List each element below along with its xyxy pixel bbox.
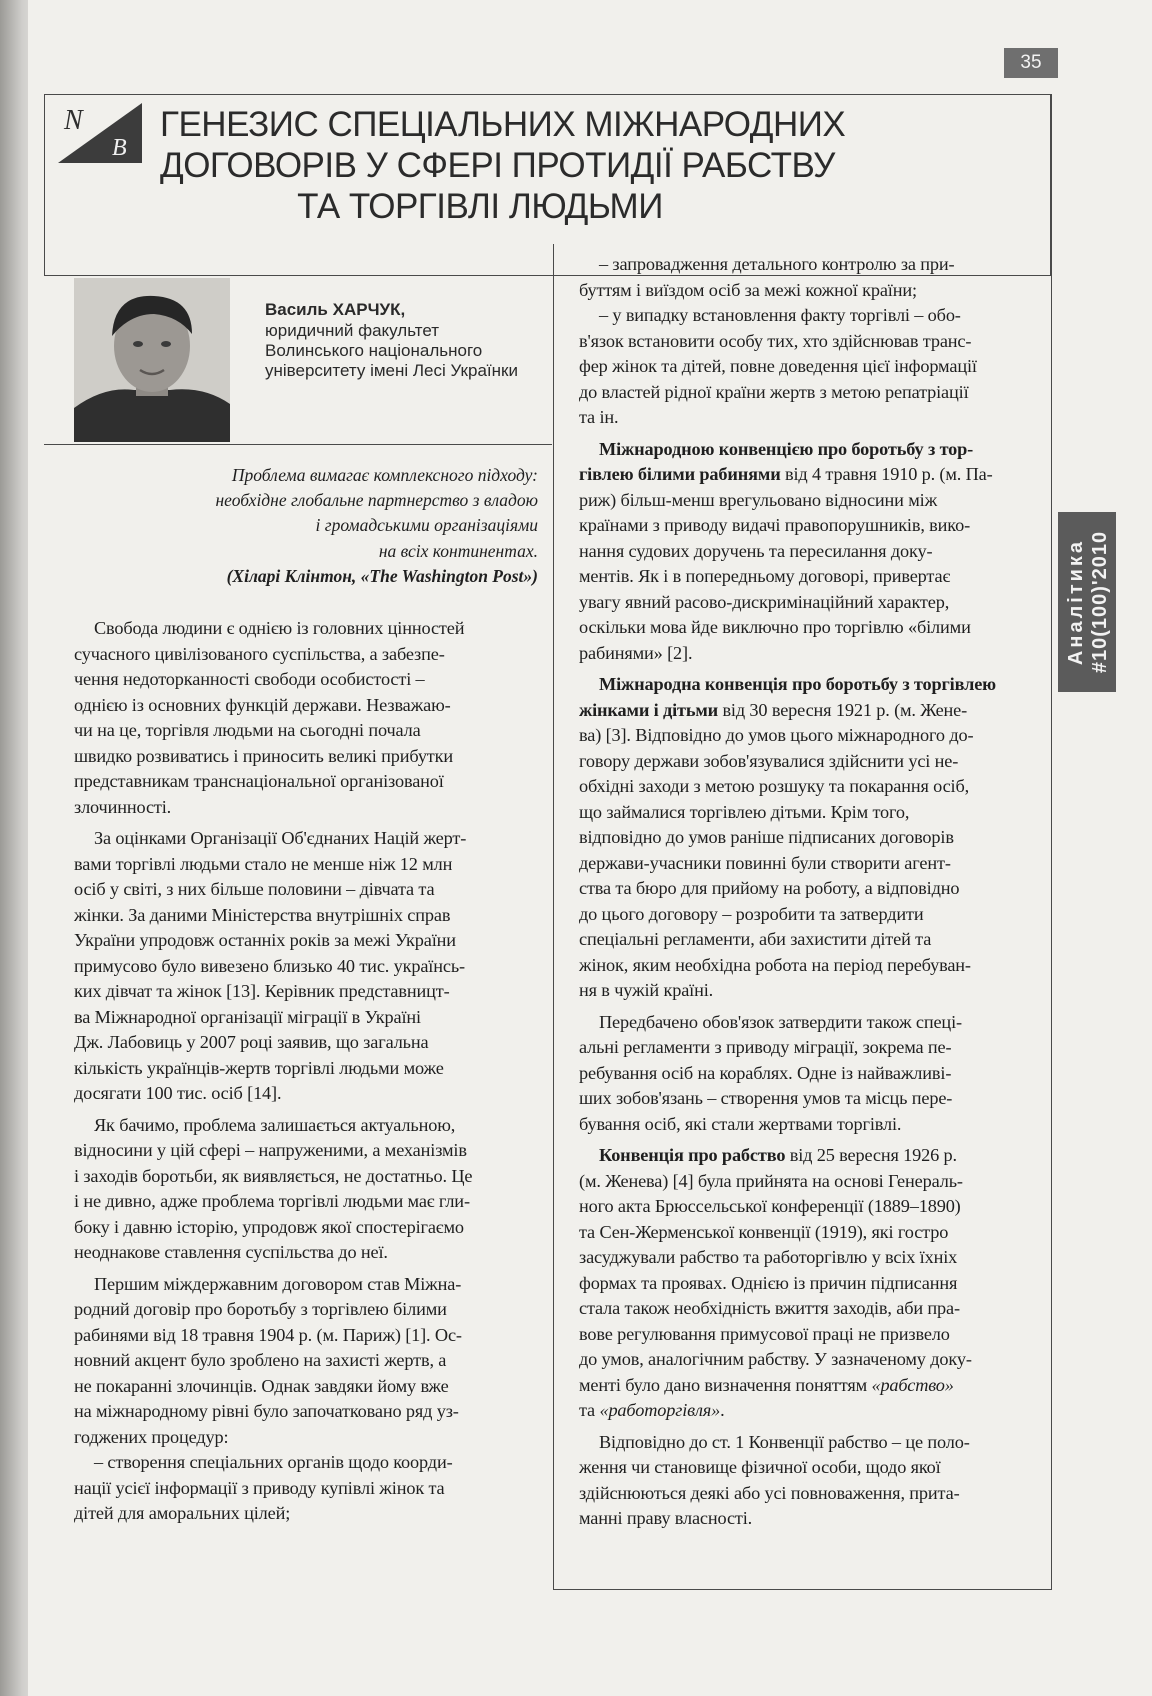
right-frame-rule (1051, 94, 1052, 1590)
page-number: 35 (1004, 48, 1058, 78)
text-line: однією із основних функцій держави. Незважаю- (74, 694, 451, 715)
text-line: жінок, яким необхідна робота на період перебуван- (579, 954, 971, 975)
text-line: швидко розвиватись і приносить великі прибутки (74, 745, 454, 766)
text-line: увагу явний расово-дискримінаційний характер, (579, 591, 950, 612)
epigraph-source: (Хіларі Клінтон, «The Washington Post») (226, 565, 538, 586)
author-info (265, 300, 555, 381)
svg-text:B: B (112, 135, 127, 161)
text-line: манні праву власності. (579, 1508, 753, 1528)
nb-logo (58, 103, 142, 163)
author-photo (74, 278, 230, 442)
column-divider (553, 244, 554, 1590)
convention-name-bold: Міжнародною конвенцією про боротьбу з тор- (599, 438, 974, 459)
text-line: рабинями» [2]. (579, 642, 693, 663)
text-line: і заходів боротьби, як виявляється, не достатньо. Це (74, 1165, 473, 1186)
text-line: що займалися торгівлею дітьми. Крім того, (579, 801, 910, 822)
text-line: України упродовж останніх років за межі України (74, 930, 456, 950)
text-line: – у випадку встановлення факту торгівлі – обо- (599, 305, 961, 325)
paragraph (579, 1143, 1027, 1424)
left-column (74, 616, 540, 1533)
text-line: формах та проявах. Однією із причин підписання (579, 1272, 958, 1293)
text-line (579, 698, 1027, 724)
convention-name-bold: жінками і дітьми (579, 699, 719, 720)
text-line: ження чи становище фізичної особи, щодо якої (579, 1457, 941, 1477)
text-run: менті було дано визначення поняттям (579, 1374, 872, 1395)
text-line: Першим міждержавним договором став Міжна- (94, 1273, 462, 1294)
text-line: рабинями від 18 травня 1904 р. (м. Париж) [1]. Ос- (74, 1324, 462, 1345)
title-line: ДОГОВОРІВ У СФЕРІ ПРОТИДІЇ РАБСТВУ (160, 146, 835, 185)
convention-name-bold: Конвенція про рабство (599, 1145, 786, 1165)
text-line: представникам транснаціональної організованої (74, 771, 444, 791)
text-line: оскільки мова йде виключно про торгівлю «білими (579, 617, 971, 637)
section-name: Аналітика (1065, 538, 1087, 666)
text-line: ня в чужій країні. (579, 980, 714, 1000)
issue-number: #10(100)'2010 (1089, 530, 1111, 674)
text-line: Свобода людини є однією із головних цінностей (94, 618, 465, 638)
author-name: Василь ХАРЧУК, (265, 300, 406, 319)
text-line: до умов, аналогічним рабству. У зазначеному доку- (579, 1349, 972, 1369)
paragraph (579, 672, 1027, 1004)
text-line (579, 437, 1027, 463)
text-line: – запровадження детального контролю за при- (599, 254, 955, 274)
text-line: та ін. (579, 407, 619, 427)
convention-name-bold: Міжнародна конвенція про боротьбу з торгівлею (599, 674, 996, 694)
paragraph (74, 1113, 540, 1266)
text-line: фер жінок та дітей, повне доведення цієї інформації (579, 356, 977, 376)
epigraph-line: і громадськими організаціями (315, 515, 538, 536)
text-line: відповідно до умов раніше підписаних договорів (579, 827, 954, 847)
paragraph (74, 826, 540, 1107)
paragraph (579, 437, 1027, 667)
text-line: вами торгівлі людьми стало не менше ніж 12 млн (74, 853, 453, 874)
text-line: ва) [3]. Відповідно до умов цього міжнародного до- (579, 725, 974, 745)
paragraph (74, 616, 540, 820)
text-line: (м. Женева) [4] була прийнята на основі Генераль- (579, 1170, 963, 1191)
text-line: відносини у цій сфері – напруженими, а механізмів (74, 1140, 467, 1160)
text-line: та Сен-Жерменської конвенції (1919), які гостро (579, 1221, 949, 1242)
paragraph (579, 1430, 1027, 1532)
text-line: говору держави зобов'язувалися здійснити усі не- (579, 750, 959, 771)
text-line: годжених процедур: (74, 1426, 229, 1447)
section-tab-label (1064, 531, 1112, 673)
text-line: не покаранні злочинців. Однак завдяки йому вже (74, 1375, 449, 1396)
text-run: та (579, 1400, 600, 1420)
text-line: держави-учасники повинні були створити агент- (579, 852, 951, 873)
convention-name-bold: гівлею білими рабинями (579, 464, 781, 484)
text-line: новний акцент було зроблено на захисті жертв, а (74, 1350, 447, 1370)
text-line: осіб у світі, з них більше половини – дівчата та (74, 879, 435, 899)
text-line: злочинності. (74, 796, 172, 817)
right-column (579, 252, 1027, 1538)
text-line (579, 1143, 1027, 1169)
text-line (579, 462, 1027, 488)
text-line: альні регламенти з приводу міграції, зокрема пе- (579, 1037, 952, 1057)
text-line: родний договір про боротьбу з торгівлею білими (74, 1299, 447, 1319)
text-line: ного акта Брюссельської конференції (1889–1890) (579, 1196, 961, 1216)
text-line: досягати 100 тис. осіб [14]. (74, 1083, 282, 1103)
text-line: кількість українців-жертв торгівлі людьми може (74, 1057, 444, 1078)
text-line: бування осіб, які стали жертвами торгівлі. (579, 1113, 902, 1134)
text-line: примусово було вивезено близько 40 тис. українсь- (74, 955, 465, 976)
text-line: обхідні заходи з метою розшуку та покарання осіб, (579, 776, 970, 796)
text-run: від 25 вересня 1926 р. (785, 1145, 957, 1165)
text-line: За оцінками Організації Об'єднаних Націй жерт- (94, 828, 467, 848)
text-line: сучасного цивілізованого суспільства, а забезпе- (74, 643, 445, 664)
text-line: ребування осіб на кораблях. Одне із найважливі- (579, 1062, 952, 1083)
text-line: ментів. Як і в попередньому договорі, привертає (579, 566, 951, 586)
text-line: на міжнародному рівні було започатковано ряд уз- (74, 1401, 459, 1421)
text-run: . (720, 1400, 725, 1420)
svg-text:N: N (64, 105, 83, 136)
text-line: боку і давню історію, упродовж якої спостерігаємо (74, 1216, 464, 1237)
text-run: від 4 травня 1910 р. (м. Па- (780, 464, 993, 484)
text-line: ких дівчат та жінок [13]. Керівник представницт- (74, 981, 450, 1001)
epigraph-line: необхідне глобальне партнерство з владою (215, 490, 538, 511)
epigraph (120, 463, 538, 589)
text-line: країнами з приводу видачі правопорушників, вико- (579, 515, 971, 535)
text-line: і не дивно, адже проблема торгівлі людьми має гли- (74, 1191, 470, 1211)
text-line: чення недоторканності свободи особистості – (74, 669, 425, 689)
text-line: ших зобов'язань – створення умов та місць пере- (579, 1088, 953, 1108)
text-line: стала також необхідність вжиття заходів, аби пра- (579, 1298, 960, 1318)
text-line: риж) більш-менш врегульовано відносини між (579, 489, 938, 510)
text-run: від 30 вересня 1921 р. (м. Жене- (718, 699, 968, 720)
text-line: нації усієї інформації з приводу купівлі жінок та (74, 1477, 445, 1498)
text-line: Передбачено обов'язок затвердити також спеці- (599, 1011, 962, 1032)
author-affiliation: Волинського національного (265, 341, 483, 360)
text-line (579, 1373, 1027, 1399)
text-line: спеціальні регламенти, аби захистити дітей та (579, 929, 932, 949)
text-line: в'язок встановити особу тих, хто здійснював транс- (579, 330, 972, 351)
text-line: неоднакове ставлення суспільства до неї. (74, 1242, 388, 1262)
text-line: ва Міжнародної організації міграції в Україні (74, 1006, 421, 1027)
epigraph-line: Проблема вимагає комплексного підходу: (231, 465, 538, 485)
text-line: Як бачимо, проблема залишається актуальною, (94, 1114, 456, 1135)
text-line: ства та бюро для прийому на роботу, а відповідно (579, 878, 960, 898)
paragraph (579, 252, 1027, 431)
author-affiliation: університету імені Лесі Українки (265, 361, 518, 380)
epigraph-line: на всіх континентах. (378, 540, 538, 561)
paragraph (74, 1272, 540, 1527)
text-line: до властей рідної країни жертв з метою репатріації (579, 381, 969, 402)
text-line: до цього договору – розробити та затвердити (579, 903, 924, 924)
text-line: жінки. За даними Міністерства внутрішніх справ (74, 904, 451, 925)
text-line: засуджували рабство та работоргівлю у всіх їхніх (579, 1247, 958, 1267)
author-affiliation: юридичний факультет (265, 321, 439, 340)
defined-term: «работоргівля» (599, 1400, 721, 1420)
paragraph (579, 1010, 1027, 1138)
text-line: дітей для аморальних цілей; (74, 1503, 291, 1523)
text-line: буттям і виїздом осіб за межі кожної країни; (579, 279, 917, 300)
text-line: Відповідно до ст. 1 Конвенції рабство – це поло- (599, 1431, 970, 1452)
text-line: вове регулювання примусової праці не призвело (579, 1323, 950, 1344)
title-line: ТА ТОРГІВЛІ ЛЮДЬМИ (297, 187, 663, 226)
text-line: здійснюються деякі або усі повноваження, прита- (579, 1482, 960, 1503)
text-line: – створення спеціальних органів щодо коорди- (94, 1452, 453, 1472)
bottom-frame-rule (553, 1589, 1051, 1590)
title-line: ГЕНЕЗИС СПЕЦІАЛЬНИХ МІЖНАРОДНИХ (160, 105, 846, 144)
text-line (579, 1398, 1027, 1424)
text-line (579, 672, 1027, 698)
text-line: Дж. Лабовиць у 2007 році заявив, що загальна (74, 1032, 429, 1052)
article-title (160, 104, 846, 227)
text-line: нання судових доручень та пересилання доку- (579, 540, 933, 561)
text-line: чи на це, торгівля людьми на сьогодні почала (74, 720, 421, 740)
defined-term: «рабство» (871, 1374, 954, 1395)
